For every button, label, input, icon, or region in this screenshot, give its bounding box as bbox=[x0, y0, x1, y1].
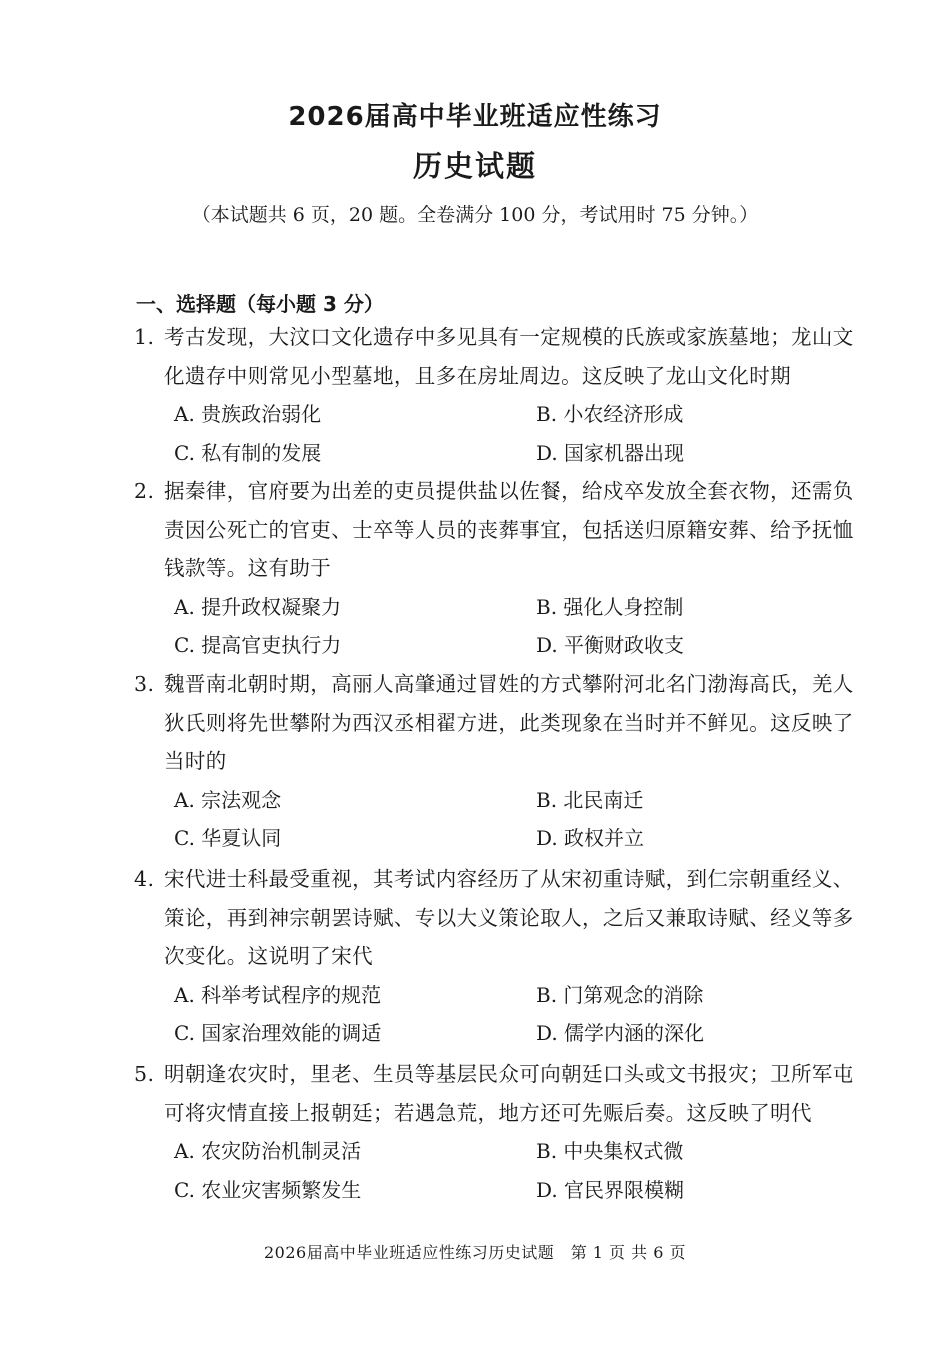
question-text: 考古发现，大汶口文化遗存中多见具有一定规模的氏族或家族墓地；龙山文化遗存中则常见小型墓地，且多在房址周边。这反映了龙山文化时期 bbox=[164, 325, 854, 388]
option-c: C. 农业灾害频繁发生 bbox=[174, 1177, 362, 1202]
option-b: B. 小农经济形成 bbox=[536, 402, 684, 426]
question-5 bbox=[134, 1055, 854, 1209]
question-stem bbox=[134, 860, 854, 976]
options bbox=[134, 976, 854, 1053]
question-stem bbox=[134, 1055, 854, 1132]
option-a: A. 提升政权凝聚力 bbox=[174, 594, 342, 619]
question-number: 3. bbox=[134, 672, 155, 696]
option-d: D. 国家机器出现 bbox=[536, 440, 685, 465]
option-c: C. 国家治理效能的调适 bbox=[174, 1021, 382, 1045]
exam-subject: 历史试题 bbox=[412, 149, 537, 183]
option-a: A. 贵族政治弱化 bbox=[174, 402, 322, 426]
exam-title: 2026届高中毕业班适应性练习 bbox=[288, 102, 662, 132]
options bbox=[134, 395, 854, 472]
options bbox=[134, 1132, 854, 1209]
option-c: C. 提高官吏执行力 bbox=[174, 633, 342, 657]
option-a: A. 科举考试程序的规范 bbox=[174, 982, 382, 1007]
options bbox=[134, 781, 854, 858]
question-stem bbox=[134, 318, 854, 395]
option-d: D. 官民界限模糊 bbox=[536, 1177, 685, 1202]
question-number: 4. bbox=[134, 867, 155, 891]
question-number: 2. bbox=[134, 479, 155, 503]
option-a: A. 农灾防治机制灵活 bbox=[174, 1139, 362, 1163]
question-stem bbox=[134, 665, 854, 781]
question-4 bbox=[134, 860, 854, 1053]
question-3 bbox=[134, 665, 854, 858]
question-number: 5. bbox=[134, 1062, 155, 1086]
option-b: B. 门第观念的消除 bbox=[536, 982, 704, 1007]
question-2 bbox=[134, 472, 854, 665]
exam-note: （本试题共 6 页，20 题。全卷满分 100 分，考试用时 75 分钟。） bbox=[191, 204, 759, 226]
option-c: C. 华夏认同 bbox=[174, 826, 282, 850]
question-stem bbox=[134, 472, 854, 588]
option-b: B. 中央集权式微 bbox=[536, 1139, 684, 1163]
option-a: A. 宗法观念 bbox=[174, 787, 282, 812]
question-number: 1. bbox=[134, 325, 155, 349]
page-footer: 2026届高中毕业班适应性练习历史试题 第 1 页 共 6 页 bbox=[263, 1243, 686, 1262]
options bbox=[134, 588, 854, 665]
option-d: D. 政权并立 bbox=[536, 826, 645, 850]
option-b: B. 北民南迁 bbox=[536, 787, 644, 812]
question-1 bbox=[134, 318, 854, 472]
section-heading: 一、选择题（每小题 3 分） bbox=[136, 292, 384, 316]
question-text: 宋代进士科最受重视，其考试内容经历了从宋初重诗赋，到仁宗朝重经义、策论，再到神宗朝罢诗赋、专以大义策论取人，之后又兼取诗赋、经义等多次变化。这说明了宋代 bbox=[164, 867, 854, 968]
question-text: 魏晋南北朝时期，高丽人高肇通过冒姓的方式攀附河北名门渤海高氏，羌人狄氏则将先世攀附为西汉丞相翟方进，此类现象在当时并不鲜见。这反映了当时的 bbox=[164, 672, 854, 773]
question-text: 据秦律，官府要为出差的吏员提供盐以佐餐，给戍卒发放全套衣物，还需负责因公死亡的官吏、士卒等人员的丧葬事宜，包括送归原籍安葬、给予抚恤钱款等。这有助于 bbox=[164, 479, 854, 580]
option-d: D. 平衡财政收支 bbox=[536, 633, 685, 657]
question-text: 明朝逢农灾时，里老、生员等基层民众可向朝廷口头或文书报灾；卫所军屯可将灾情直接上报朝廷；若遇急荒，地方还可先赈后奏。这反映了明代 bbox=[164, 1062, 854, 1125]
option-d: D. 儒学内涵的深化 bbox=[536, 1021, 705, 1045]
option-b: B. 强化人身控制 bbox=[536, 594, 684, 619]
option-c: C. 私有制的发展 bbox=[174, 440, 322, 465]
